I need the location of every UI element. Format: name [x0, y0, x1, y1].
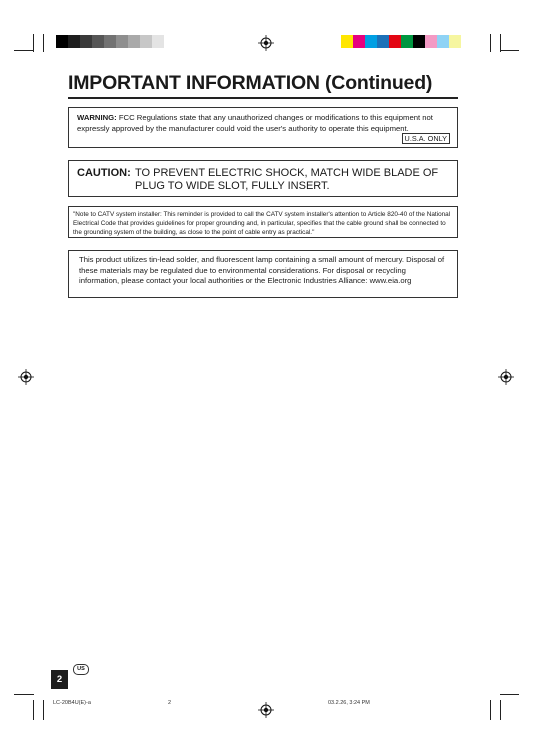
crop-mark [33, 700, 34, 720]
color-swatch [341, 35, 353, 48]
title-underline [68, 97, 458, 99]
page-title: IMPORTANT INFORMATION (Continued) [68, 72, 433, 94]
crop-mark [43, 34, 44, 52]
color-swatch [437, 35, 449, 48]
color-swatch [413, 35, 425, 48]
caution-box [68, 160, 458, 197]
color-swatch [152, 35, 164, 48]
color-swatch [365, 35, 377, 48]
footer-timestamp: 03.2.26, 3:24 PM [328, 700, 370, 706]
color-swatch [401, 35, 413, 48]
crop-mark [490, 34, 491, 52]
usa-only-badge: U.S.A. ONLY [402, 133, 450, 144]
color-swatch [377, 35, 389, 48]
warning-label: WARNING: [77, 113, 117, 122]
color-swatch [92, 35, 104, 48]
crop-mark [43, 700, 44, 720]
color-swatch [56, 35, 68, 48]
crop-mark [14, 694, 34, 695]
fcc-warning-box [68, 107, 458, 148]
color-swatch [425, 35, 437, 48]
color-swatch [80, 35, 92, 48]
color-swatch [353, 35, 365, 48]
page-number: 2 [51, 670, 68, 689]
footer-filename: LC-20B4U(E)-a [53, 700, 91, 706]
color-swatch [104, 35, 116, 48]
footer-page: 2 [168, 700, 172, 706]
crop-mark [500, 694, 519, 695]
registration-mark-icon [258, 35, 274, 51]
grayscale-color-bar [56, 35, 164, 48]
color-swatch [128, 35, 140, 48]
process-color-bar [341, 35, 461, 48]
color-swatch [68, 35, 80, 48]
color-swatch [140, 35, 152, 48]
crop-mark [500, 700, 501, 720]
caution-text: TO PREVENT ELECTRIC SHOCK, MATCH WIDE BLADE OF PLUG TO WIDE SLOT, FULLY INSERT. [135, 167, 439, 192]
mercury-disposal-note: This product utilizes tin-lead solder, and fluorescent lamp containing a small amount of mercury. Disposal of these materials may be regulated due to environmental considerations. For disposal or recycling information, please contact your local authorities or the Electronic Industries Alliance: www.eia.org [68, 250, 458, 298]
catv-installer-note: "Note to CATV system installer: This reminder is provided to call the CATV system installer's attention to Article 820-40 of the National Electrical Code that provides guidelines for proper grounding and, in particular, specifies that the cable ground shall be connected to the grounding system of the building, as close to the point of cable entry as practical." [68, 206, 458, 238]
region-badge: US [73, 664, 89, 675]
crop-mark [14, 50, 34, 51]
crop-mark [500, 50, 519, 51]
warning-text: FCC Regulations state that any unauthorized changes or modifications to this equipment not expressly approved by the manufacturer could void the user's authority to operate this equipment. [77, 113, 433, 133]
color-swatch [116, 35, 128, 48]
caution-label: CAUTION: [77, 167, 131, 179]
color-swatch [449, 35, 461, 48]
registration-mark-icon [498, 369, 514, 385]
crop-mark [490, 700, 491, 720]
registration-mark-icon [18, 369, 34, 385]
color-swatch [389, 35, 401, 48]
registration-mark-icon [258, 702, 274, 718]
